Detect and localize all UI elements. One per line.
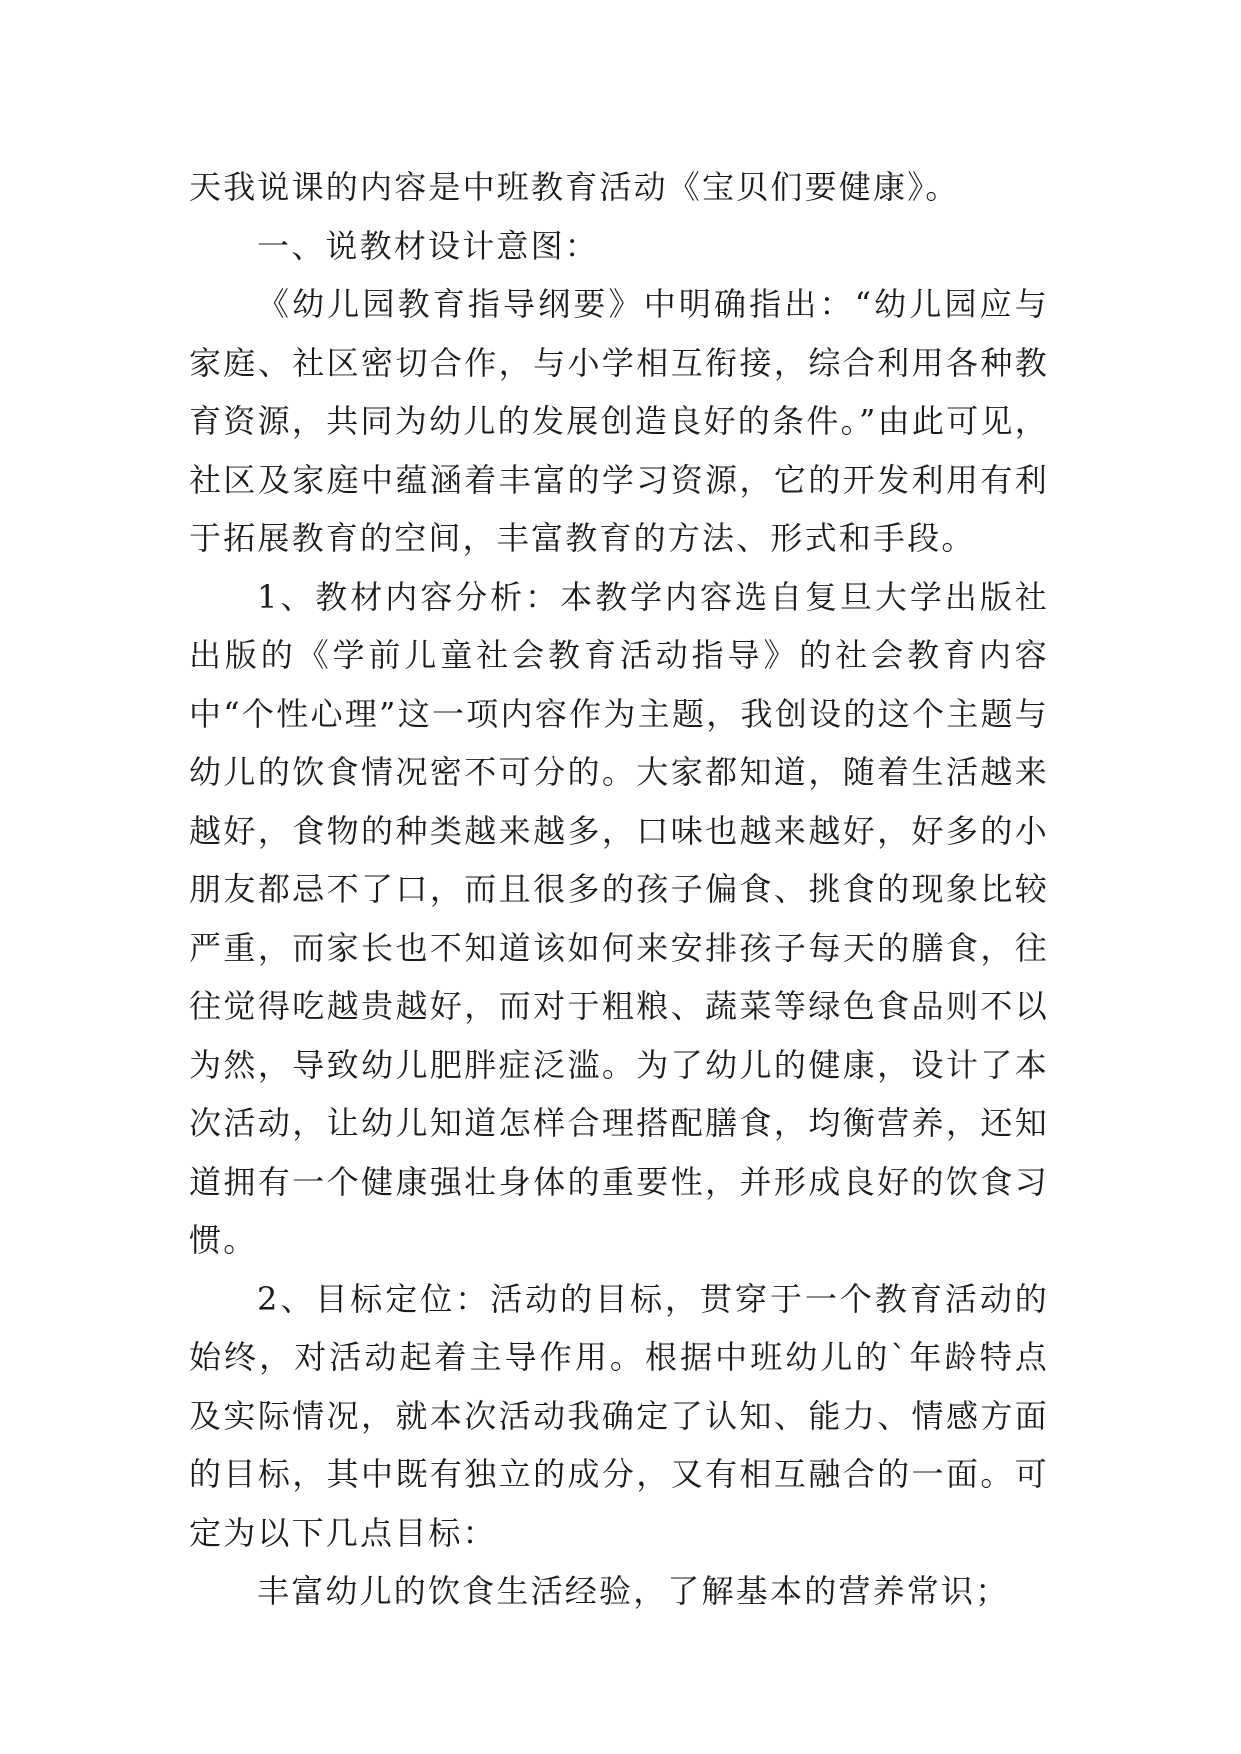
paragraph-goal-positioning: 2、目标定位：活动的目标，贯穿于一个教育活动的始终，对活动起着主导作用。根据中班幼儿的`年龄特点及实际情况，就本次活动我确定了认知、能力、情感方面的目标，其中既有独立的成分，又有相互融合的一面。可定为以下几点目标：	[189, 1279, 1049, 1552]
section-heading-textbook-design: 一、说教材设计意图：	[257, 226, 600, 265]
paragraph-goal-item-1: 丰富幼儿的饮食生活经验，了解基本的营养常识；	[257, 1572, 1010, 1610]
paragraph-guideline-quote: 《幼儿园教育指导纲要》中明确指出：“幼儿园应与家庭、社区密切合作，与小学相互衔接，综合利用各种教育资源，共同为幼儿的发展创造良好的条件。”由此可见，社区及家庭中蕴涵着丰富的学习资源，它的开发利用有利于拓展教育的空间，丰富教育的方法、形式和手段。	[189, 285, 1049, 557]
paragraph-content-analysis: 1、教材内容分析：本教学内容选自复旦大学出版社出版的《学前儿童社会教育活动指导》的社会教育内容中“个性心理”这一项内容作为主题，我创设的这个主题与幼儿的饮食情况密不可分的。大家都知道，随着生活越来越好，食物的种类越来越多，口味也越来越好，好多的小朋友都忌不了口，而且很多的孩子偏食、挑食的现象比较严重，而家长也不知道该如何来安排孩子每天的膳食，往往觉得吃越贵越好，而对于粗粮、蔬菜等绿色食品则不以为然，导致幼儿肥胖症泛滥。为了幼儿的健康，设计了本次活动，让幼儿知道怎样合理搭配膳食，均衡营养，还知道拥有一个健康强壮身体的重要性，并形成良好的饮食习惯。	[189, 577, 1049, 1259]
paragraph-intro: 天我说课的内容是中班教育活动《宝贝们要健康》。	[189, 168, 960, 206]
document-body	[189, 158, 1049, 1621]
